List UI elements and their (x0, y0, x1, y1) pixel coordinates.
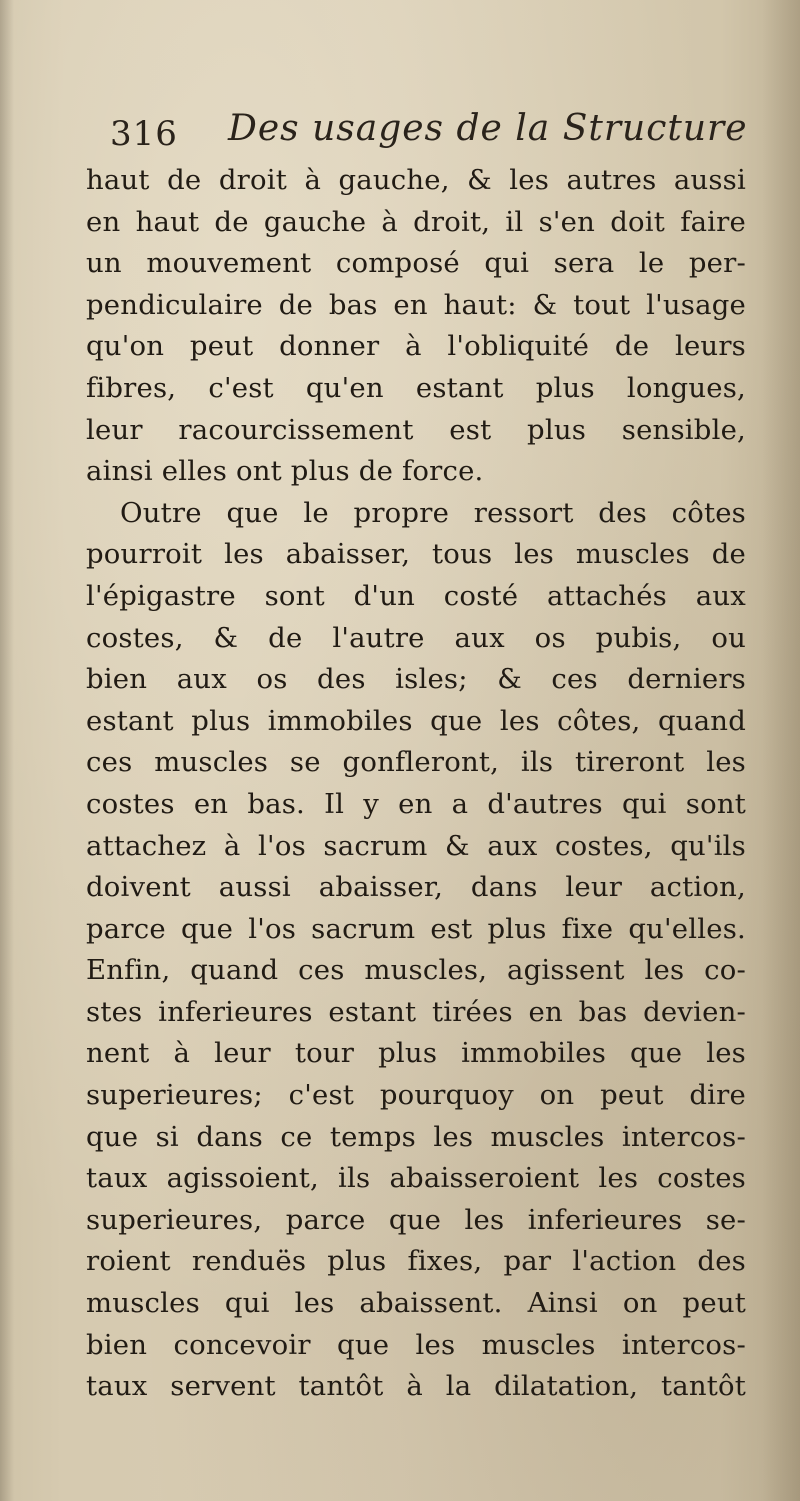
paragraph-end-line: ainsi elles ont plus de force. (86, 455, 484, 488)
text-line: l'épigastre sont d'un costé attachés aux (86, 579, 746, 612)
text-line: costes en bas. Il y en a d'autres qui sont (86, 787, 746, 820)
page-left-shadow (0, 0, 14, 1501)
text-line: parce que l'os sacrum est plus fixe qu'elles. (86, 912, 746, 945)
text-line: ces muscles se gonfleront, ils tireront les (86, 746, 746, 779)
text-line: haut de droit à gauche, & les autres aussi (86, 164, 746, 196)
running-head: Des usages de la Structure (228, 108, 748, 149)
text-line: estant plus immobiles que les côtes, quand (86, 704, 746, 737)
text-line: Enfin, quand ces muscles, agissent les co- (86, 954, 746, 987)
text-line: superieures; c'est pourquoy on peut dire (86, 1079, 746, 1112)
page-right-shadow (762, 0, 800, 1501)
text-line: un mouvement composé qui sera le per- (86, 247, 746, 280)
text-line: taux servent tantôt à la dilatation, tantôt (86, 1370, 746, 1403)
text-line: nent à leur tour plus immobiles que les (86, 1037, 746, 1070)
text-line: que si dans ce temps les muscles intercos- (86, 1120, 746, 1153)
text-line: bien concevoir que les muscles intercos- (86, 1328, 746, 1361)
text-line: pourroit les abaisser, tous les muscles de (86, 538, 746, 571)
text-line: taux agissoient, ils abaisseroient les costes (86, 1162, 746, 1195)
body-text (86, 160, 746, 1408)
text-line: stes inferieures estant tirées en bas devien- (86, 995, 746, 1028)
text-line: leur racourcissement est plus sensible, (86, 413, 746, 446)
text-line: roient renduës plus fixes, par l'action des (86, 1245, 746, 1278)
text-line: fibres, c'est qu'en estant plus longues, (86, 371, 746, 404)
page-header (110, 108, 750, 164)
text-line: bien aux os des isles; & ces derniers (86, 663, 746, 696)
text-line: muscles qui les abaissent. Ainsi on peut (86, 1287, 746, 1320)
text-line: en haut de gauche à droit, il s'en doit faire (86, 205, 746, 238)
text-line: superieures, parce que les inferieures se- (86, 1203, 746, 1236)
text-line: qu'on peut donner à l'obliquité de leurs (86, 330, 746, 363)
text-line: pendiculaire de bas en haut: & tout l'usage (86, 288, 746, 321)
paragraph-start-line: Outre que le propre ressort des côtes (120, 496, 746, 529)
text-line: costes, & de l'autre aux os pubis, ou (86, 621, 746, 654)
text-line: doivent aussi abaisser, dans leur action, (86, 871, 746, 904)
page-number: 316 (110, 114, 178, 154)
text-line: attachez à l'os sacrum & aux costes, qu'ils (86, 829, 746, 862)
